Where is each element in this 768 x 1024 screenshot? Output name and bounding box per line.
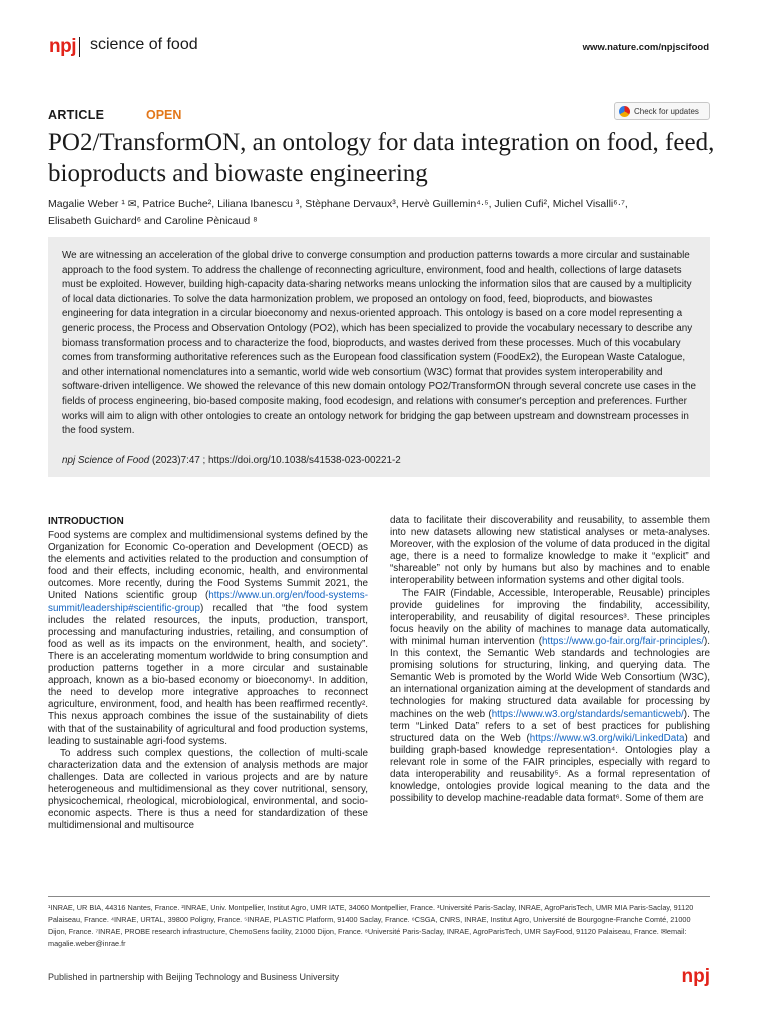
go-fair-link[interactable]: https://www.go-fair.org/fair-principles/ xyxy=(542,635,704,647)
citation-line xyxy=(62,455,401,466)
un-scientific-group-link[interactable]: https://www.un.org/en/food-systems-summit/leadership#scientific-group xyxy=(48,590,368,614)
authors-line-2: Elisabeth Guichard⁶ and Caroline Pènicaud ⁸ xyxy=(48,215,258,227)
header-divider xyxy=(79,37,80,57)
body-column-left xyxy=(48,515,368,832)
check-for-updates-button[interactable] xyxy=(614,102,710,120)
author-list xyxy=(48,196,728,230)
paragraph: To address such complex questions, the collection of multi-scale characterization data and the extension of analysis methods are major challenges. Data are collected in various projects and are by nature heterogeneous and multidimensional as they cover nutritional, sensory, physicochemical, rheological, microbiological, environmental, and socio-economic aspects. There is thus a need for standardization of these multidimensional and multisource xyxy=(48,747,368,832)
article-type-label: ARTICLE xyxy=(48,108,105,122)
authors-line-1: Magalie Weber ¹ ✉, Patrice Buche², Liliana Ibanescu ³, Stèphane Dervaux³, Hervè Guillemin⁴·⁵, Julien Cufi², Michel Visalli⁶·⁷, xyxy=(48,198,628,210)
check-for-updates-label: Check for updates xyxy=(634,106,699,116)
partnership-note: Published in partnership with Beijing Technology and Business University xyxy=(48,972,339,982)
journal-name: science of food xyxy=(90,36,198,53)
body-column-right xyxy=(390,515,710,805)
affiliations-footnote: ¹INRAE, UR BIA, 44316 Nantes, France. ²INRAE, Univ. Montpellier, Institut Agro, UMR IATE, 34060 Montpellier, France. ³Université Paris-Saclay, INRAE, AgroParisTech, UMR MIA Paris-Saclay, 91120 Palaiseau, France. ⁴INRAE, URTAL, 39800 Poligny, France. ⁵INRAE, PLASTIC Platform, 91400 Saclay, France. ⁶CSGA, CNRS, INRAE, Institut Agro, Université de Bourgogne-Franche Comté, 21000 Dijon, France. ⁷INRAE, PROBE research infrastructure, ChemoSens facility, 21000 Dijon, France. ⁸Université Paris-Saclay, INRAE, AgroParisTech, UMR SayFood, 91120 Palaiseau, France. ✉email: magalie.weber@inrae.fr xyxy=(48,903,694,948)
citation-journal: npj Science of Food xyxy=(62,455,150,466)
abstract-text: We are witnessing an acceleration of the global drive to converge consumption and production patterns towards a more circular and sustainable approach to the food system. To address the challenge of reconnecting agriculture, environment, food and health, collections of large datasets must be exploited. However, building high-capacity data-sharing networks means unlocking the information silos that are caused by a multiplicity of local data dictionaries. To solve the data harmonization problem, we proposed an ontology on food, feed, bioproducts, and biowastes engineering for data integration in a circular bioeconomy and nexus-oriented approach. This ontology is based on a core model representing a generic process, the Process and Observation Ontology (PO2), which has been specialized to provide the vocabulary necessary to describe any biomass transformation process and to characterize the food, bioproducts, and wastes derived from these processes. Much of this vocabulary comes from transforming authoritative references such as the European food classification system (FoodEx2), the European Waste Catalogue, and other international nomenclatures into a semantic, world wide web consortium (W3C) format that provides system interoperability and software-driven intelligence. We showed the relevance of this new domain ontology PO2/TransformON through several concrete use cases in the fields of process engineering, bio-based composite making, food ecodesign, and relations with consumer's perception and preferences. Further works will aim to align with other ontologies to create an ontology network for bridging the gap between upstream and downstream processes in the food system. xyxy=(62,250,696,437)
npj-logo: npj xyxy=(49,36,76,57)
paragraph: Food systems are complex and multidimensional systems defined by the Organization for Economic Co-operation and Development (OECD) as the elements and activities related to the production and consumption of food and their effects, including economic, health, and environmental outcomes. More recently, during the Food Systems Summit 2021, the United Nations scientific group (https://www.un.org/en/food-systems-summit/leadership#scientific-group) recalled that “the food system includes the related resources, the inputs, production, transport, processing and manufacturing industries, retailing, and consumption of food as well as its impacts on the environment, health, and society”. There is an accelerating momentum worldwide to bring consumption and production patterns together in a more circular and sustainable approach, known as a bio-based economy or bioeconomy¹. In addition, the need to develop more integrative approaches to reconnect agriculture, environment, food, and health has been reaffirmed recently². This nexus approach combines the issue of the sustainability of diets with that of the sustainability of agricultural and food production systems, leading to sustainable agri-food systems. xyxy=(48,530,368,747)
paragraph: data to facilitate their discoverability and reusability, to assemble them into new datasets allowing new statistical analyses or meta-analyses. Moreover, with the explosion of the volume of data produced in the digital age, there is a need to formalize knowledge to make it “explicit” and “shareable” not only by humans but also by machines and to enable interoperability between information systems and other digital tools. xyxy=(390,515,710,587)
citation-doi[interactable]: (2023)7:47 ; https://doi.org/10.1038/s41538-023-00221-2 xyxy=(149,455,401,466)
introduction-heading: INTRODUCTION xyxy=(48,516,124,527)
paragraph: The FAIR (Findable, Accessible, Interoperable, Reusable) principles provide guidelines for improving the findability, accessibility, interoperability, and reusability of digital resources³. These principles focus heavily on the ability of machines to manage data automatically, with minimal human intervention (https://www.go-fair.org/fair-principles/). In this context, the Semantic Web standards and technologies are promising solutions for structuring, linking, and querying data. The Semantic Web is promoted by the World Wide Web Consortium (W3C), an international organization aiming at the development of standards and technologies for making structured data available for processing by machines on the web (https://www.w3.org/standards/semanticweb/). The term “Linked Data” refers to a set of best practices for publishing structured data on the Web (https://www.w3.org/wiki/LinkedData) and building graph-based knowledge representation⁴. Ontologies play a relevant role in some of the FAIR principles, especially with regard to data interoperability and reusability⁵. As a formal representation of knowledge, ontologies provide logical meaning to the data and the possibility to develop machine-readable data format⁶. Some of them are xyxy=(390,587,710,805)
crossmark-icon xyxy=(619,106,630,117)
open-access-badge: OPEN xyxy=(146,108,182,122)
article-title: PO2/TransformON, an ontology for data integration on food, feed, bioproducts and biowaste engineering xyxy=(48,129,715,187)
footnote-divider xyxy=(48,896,710,897)
npj-footer-logo: npj xyxy=(681,966,710,987)
w3c-linkeddata-link[interactable]: https://www.w3.org/wiki/LinkedData xyxy=(529,732,685,744)
journal-url-link[interactable]: www.nature.com/npjscifood xyxy=(582,42,709,53)
w3c-semanticweb-link[interactable]: https://www.w3.org/standards/semanticweb/ xyxy=(491,708,684,720)
